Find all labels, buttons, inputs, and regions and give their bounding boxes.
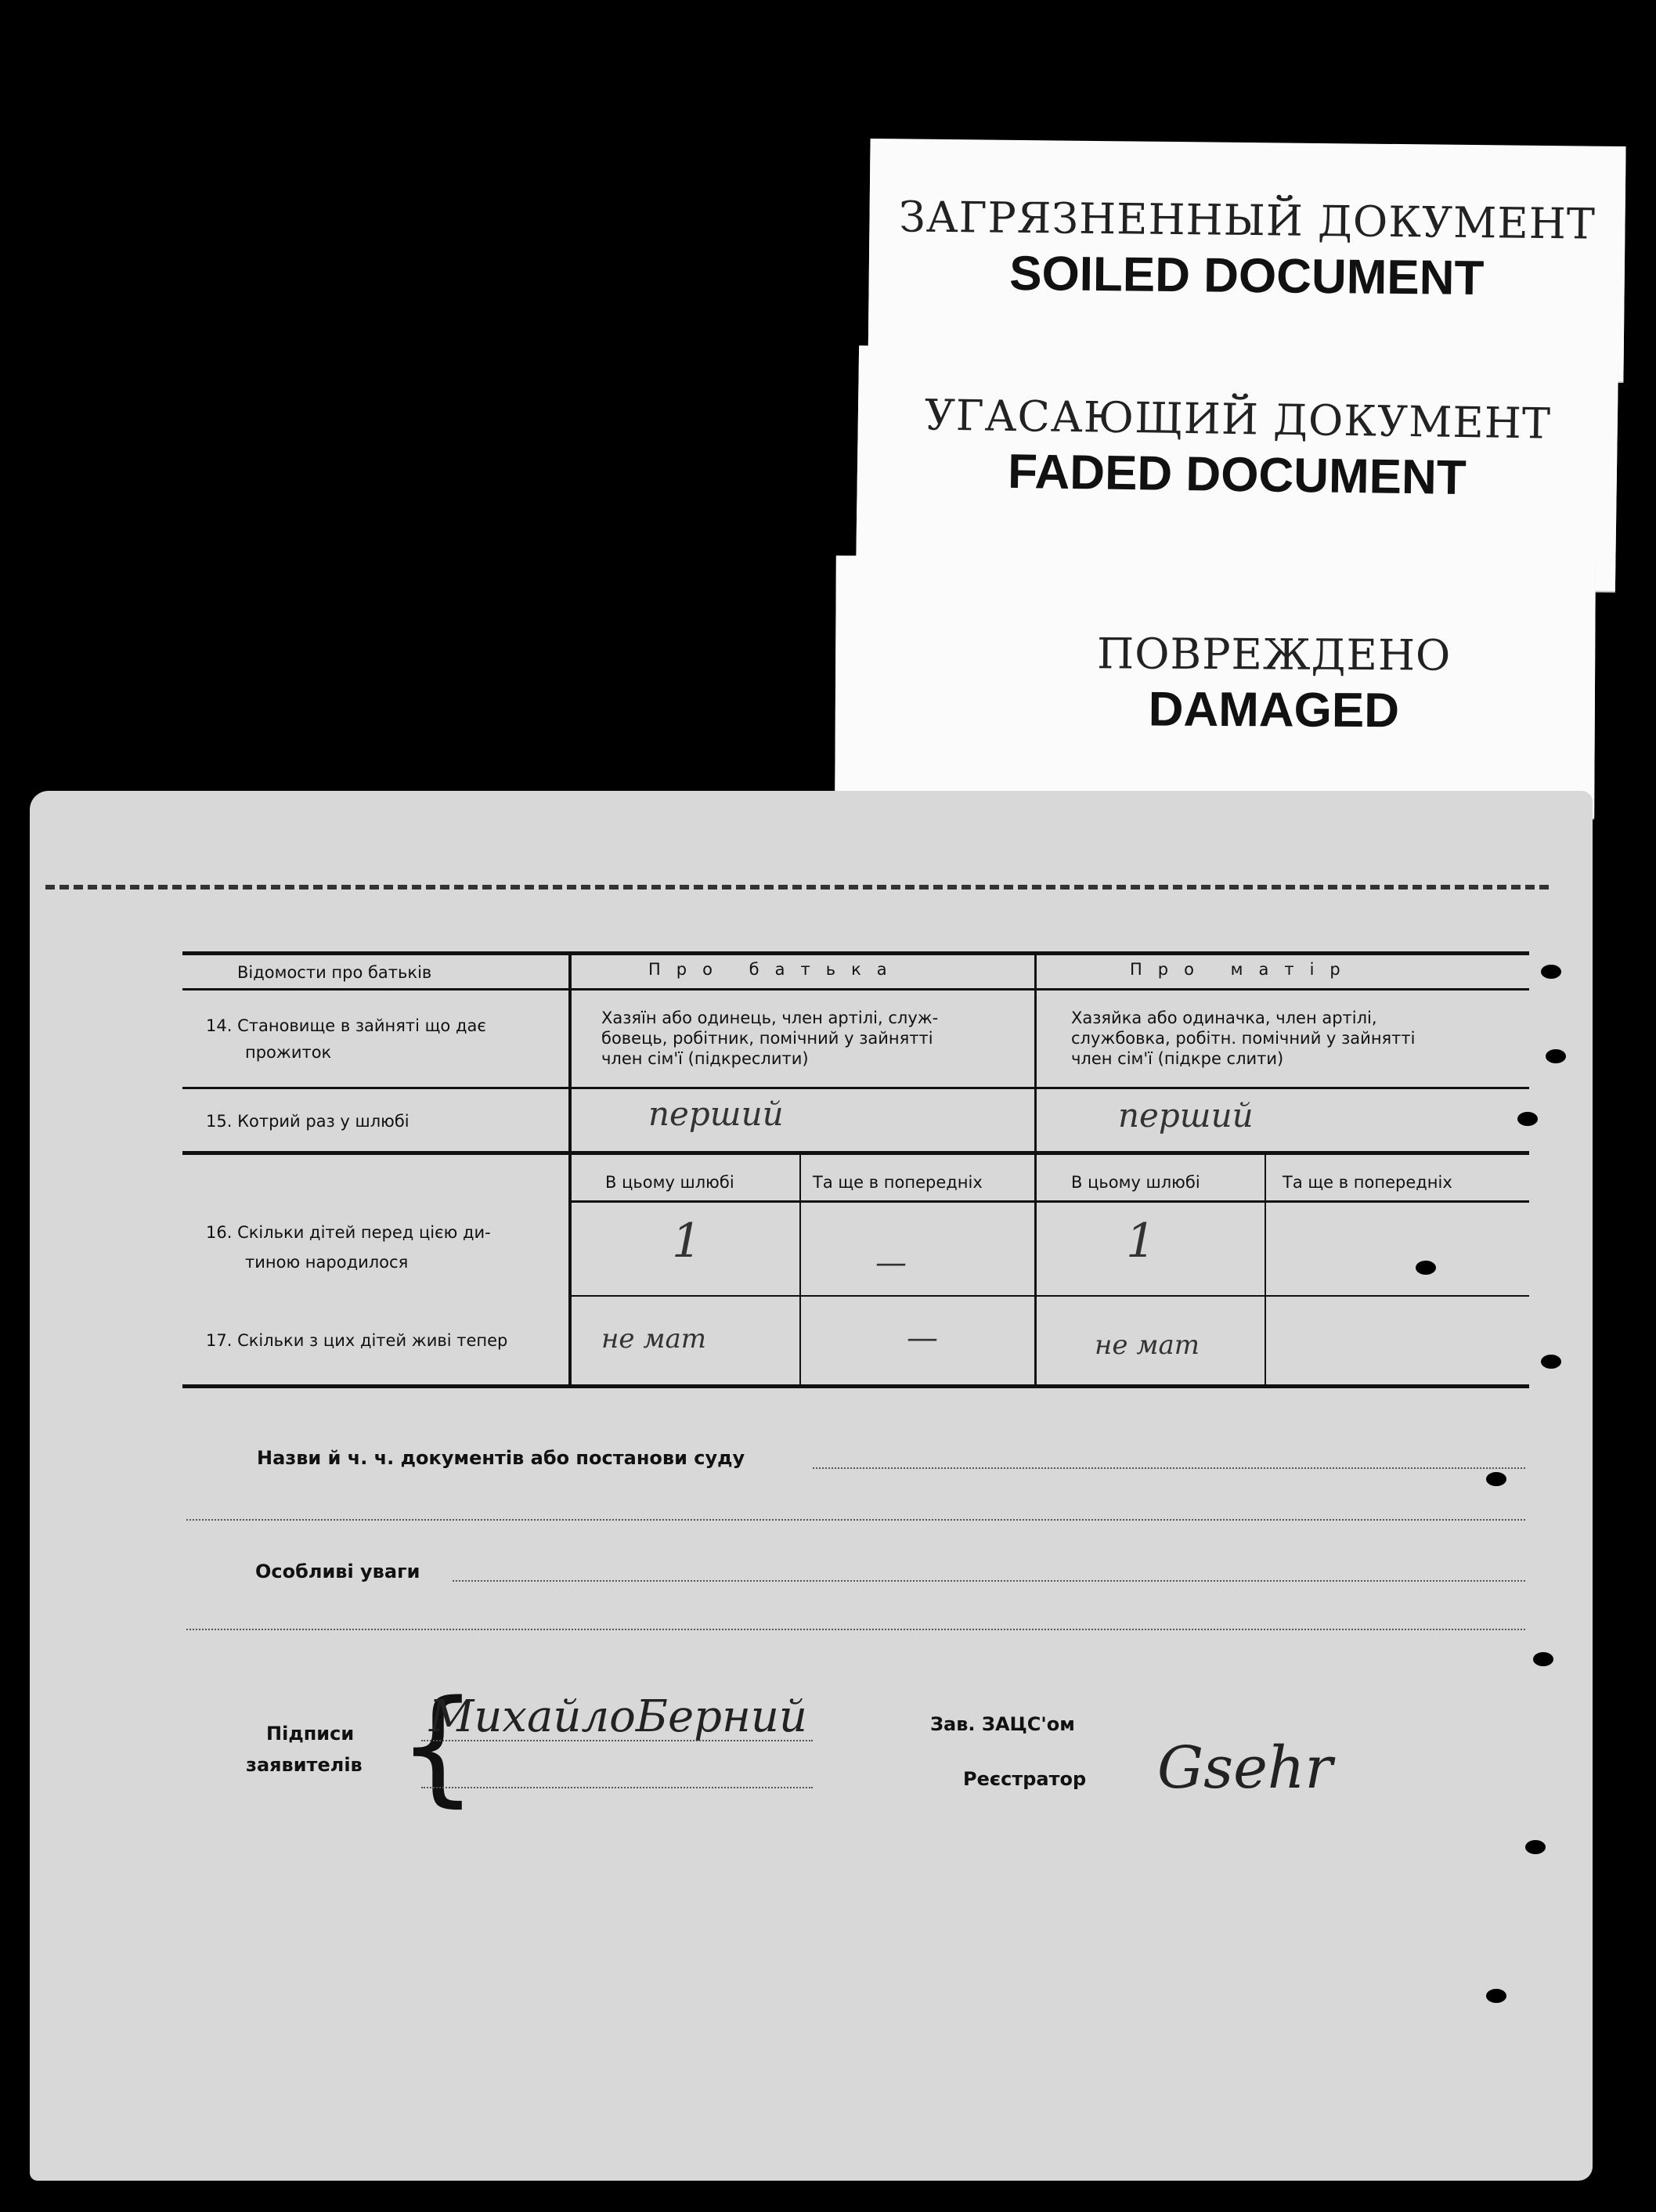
row16-border: [568, 1295, 1529, 1297]
soiled-label-en: SOILED DOCUMENT: [1008, 246, 1485, 306]
row14-mother-line1: Хазяйка або одиначка, член артілі,: [1071, 1009, 1377, 1027]
row17-label: 17. Скільки з цих дітей живі тепер: [206, 1331, 508, 1350]
registration-form-sheet: [30, 791, 1593, 2181]
row16-mother-this: 1: [1126, 1214, 1156, 1268]
subheader-previous-mother: Та ще в попередніх: [1283, 1173, 1452, 1192]
notes-line-1: [453, 1580, 1525, 1582]
signatures-label-line1: Підписи: [266, 1723, 355, 1745]
table-divider-3: [799, 1155, 801, 1387]
row15-father-value: перший: [648, 1095, 784, 1133]
row14-label-line2: прожиток: [245, 1043, 332, 1062]
row17-mother-this: не мат: [1095, 1330, 1200, 1361]
head-zags-label: Зав. ЗАЦС'ом: [930, 1713, 1075, 1735]
row15-label: 15. Котрий раз у шлюбі: [206, 1112, 409, 1131]
documents-line-1: [813, 1467, 1525, 1469]
documents-line-2: [186, 1519, 1525, 1521]
faded-label-en: FADED DOCUMENT: [1007, 444, 1467, 506]
damage-hole: [1486, 1989, 1506, 2003]
soiled-document-label: [868, 139, 1625, 381]
table-divider-2: [1034, 951, 1037, 1387]
damage-hole: [1541, 965, 1561, 979]
subheader-previous-father: Та ще в попередніх: [813, 1173, 983, 1192]
damage-hole: [1533, 1652, 1553, 1666]
row15-mother-value: перший: [1118, 1096, 1254, 1135]
notes-line-2: [186, 1629, 1525, 1630]
table-divider-4: [1265, 1155, 1266, 1387]
row14-border: [182, 1087, 1529, 1089]
registrar-signature: Gsehr: [1157, 1734, 1333, 1802]
row15-border: [182, 1151, 1529, 1155]
damaged-document-label: [835, 555, 1596, 817]
table-header-border: [182, 988, 1529, 991]
registrar-label: Реєстратор: [963, 1768, 1087, 1790]
row14-father-line1: Хазяїн або одинець, член артілі, служ-: [601, 1009, 939, 1027]
subheader-this-marriage-mother: В цьому шлюбі: [1071, 1173, 1200, 1192]
applicant-signature-line-1: [421, 1740, 813, 1741]
row14-father-line3: член сім'ї (підкреслити): [601, 1049, 809, 1068]
table-divider-1: [568, 951, 572, 1387]
signatures-brace: {: [398, 1673, 478, 1819]
row14-mother-line3: член сім'ї (підкре слити): [1071, 1049, 1284, 1068]
row17-father-this: не мат: [601, 1323, 707, 1355]
table-bottom-border: [182, 1384, 1529, 1388]
mother-header: Про матір: [1130, 960, 1356, 979]
subheader-border: [568, 1200, 1529, 1203]
row16-father-this: 1: [672, 1214, 702, 1268]
damaged-label-ru: ПОВРЕЖДЕНО: [1096, 629, 1452, 680]
applicant-signature: МихайлоБерний: [429, 1691, 807, 1742]
perforation-line: [45, 885, 1549, 889]
father-header: Про батька: [648, 960, 903, 979]
damage-hole: [1525, 1840, 1546, 1854]
signatures-label-line2: заявителів: [246, 1754, 363, 1776]
damage-hole: [1416, 1261, 1436, 1275]
damage-hole: [1546, 1049, 1566, 1063]
row14-father-line2: бовець, робітник, помічний у зайнятті: [601, 1029, 933, 1048]
row14-label-line1: 14. Становище в зайняті що дає: [206, 1016, 486, 1035]
table-top-border: [182, 951, 1529, 955]
row17-father-previous: —: [907, 1320, 938, 1356]
damaged-label-en: DAMAGED: [1148, 682, 1400, 738]
soiled-label-ru: ЗАГРЯЗНЕННЫЙ ДОКУМЕНТ: [898, 192, 1596, 249]
subheader-this-marriage-father: В цьому шлюбі: [605, 1173, 734, 1192]
row14-mother-line2: службовка, робітн. помічний у зайнятті: [1071, 1029, 1416, 1048]
faded-document-label: [856, 345, 1618, 591]
parents-info-header: Відомости про батьків: [237, 963, 432, 982]
faded-label-ru: УГАСАЮЩИЙ ДОКУМЕНТ: [924, 390, 1552, 449]
damage-hole: [1541, 1355, 1561, 1369]
documents-label: Назви й ч. ч. документів або постанови суду: [257, 1447, 745, 1469]
damage-hole: [1517, 1112, 1538, 1126]
damage-hole: [1486, 1472, 1506, 1486]
applicant-signature-line-2: [421, 1787, 813, 1788]
row16-father-previous: —: [875, 1245, 907, 1281]
row16-label-line1: 16. Скільки дітей перед цією ди-: [206, 1223, 491, 1242]
row16-label-line2: тиною народилося: [245, 1253, 409, 1272]
notes-label: Особливі уваги: [255, 1561, 420, 1582]
